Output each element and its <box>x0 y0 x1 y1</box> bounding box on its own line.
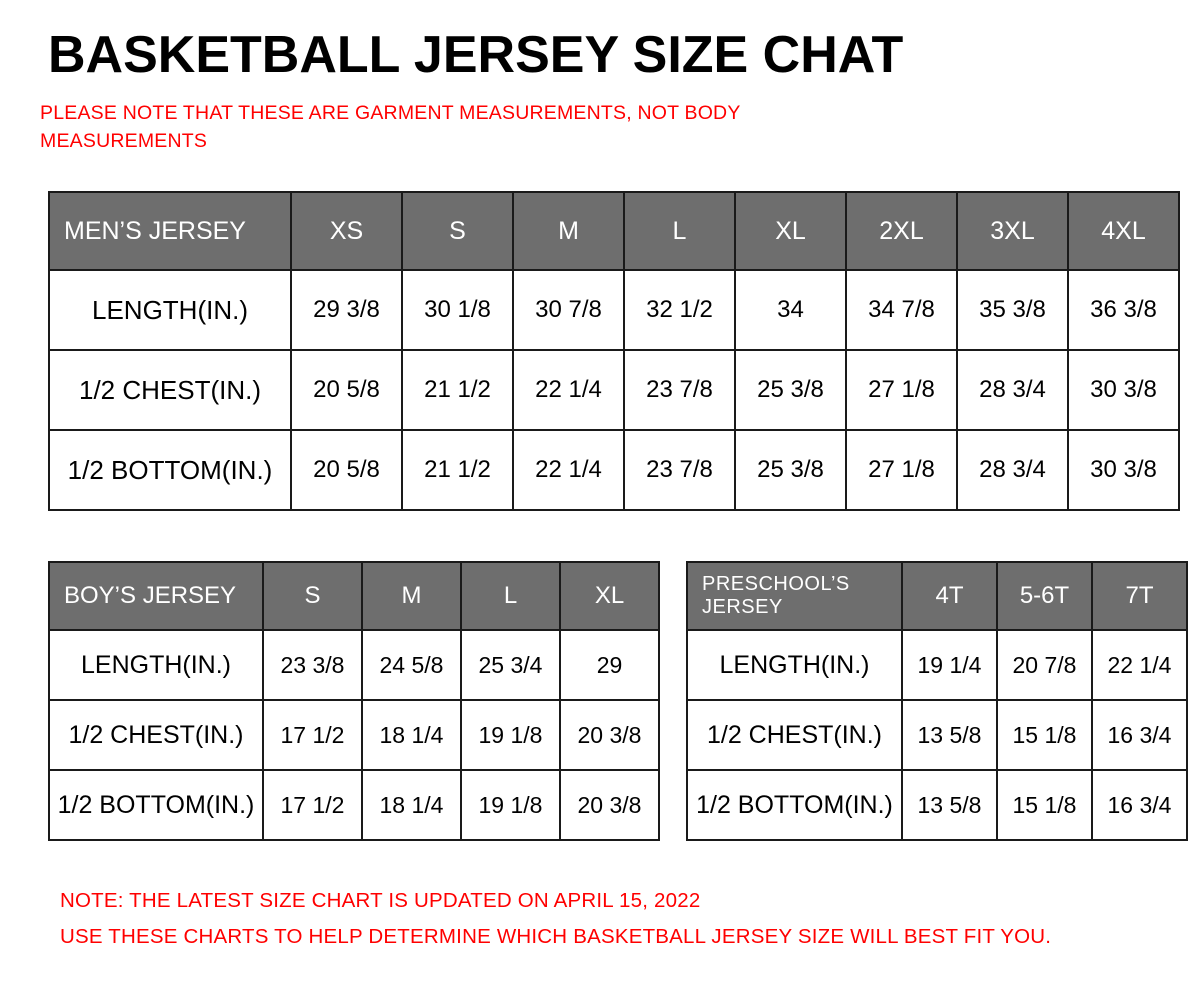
table-cell: 23 3/8 <box>263 630 362 700</box>
table-cell: 20 5/8 <box>291 350 402 430</box>
row-label: 1/2 BOTTOM(IN.) <box>49 430 291 510</box>
table-cell: 36 3/8 <box>1068 270 1179 350</box>
table-cell: 25 3/4 <box>461 630 560 700</box>
table-cell: 27 1/8 <box>846 430 957 510</box>
table-cell: 21 1/2 <box>402 430 513 510</box>
table-cell: 25 3/8 <box>735 430 846 510</box>
table-row <box>49 350 1179 430</box>
page-title: BASKETBALL JERSEY SIZE CHAT <box>48 26 904 84</box>
table-header-row <box>49 192 1179 270</box>
mens-jersey-table <box>48 191 1180 511</box>
column-header: 7T <box>1092 562 1187 630</box>
table-row <box>49 270 1179 350</box>
table-cell: 20 3/8 <box>560 770 659 840</box>
table-cell: 22 1/4 <box>513 350 624 430</box>
table-cell: 19 1/4 <box>902 630 997 700</box>
table-cell: 20 5/8 <box>291 430 402 510</box>
table-cell: 34 <box>735 270 846 350</box>
table-cell: 22 1/4 <box>513 430 624 510</box>
footer-note-update: NOTE: THE LATEST SIZE CHART IS UPDATED ON APRIL 15, 2022 <box>60 889 701 913</box>
table-cell: 18 1/4 <box>362 770 461 840</box>
lower-tables-row <box>48 561 1176 841</box>
column-header: S <box>263 562 362 630</box>
table-cell: 30 3/8 <box>1068 350 1179 430</box>
table-cell: 23 7/8 <box>624 350 735 430</box>
table-cell: 24 5/8 <box>362 630 461 700</box>
column-header: BOY’S JERSEY <box>49 562 263 630</box>
table-cell: 32 1/2 <box>624 270 735 350</box>
top-note: PLEASE NOTE THAT THESE ARE GARMENT MEASUREMENTS, NOT BODY MEASUREMENTS <box>40 101 741 152</box>
table-cell: 23 7/8 <box>624 430 735 510</box>
table-header-row <box>49 562 659 630</box>
preschool-jersey-table <box>686 561 1188 841</box>
table-cell: 25 3/8 <box>735 350 846 430</box>
table-cell: 30 1/8 <box>402 270 513 350</box>
table-cell: 16 3/4 <box>1092 770 1187 840</box>
column-header: 4XL <box>1068 192 1179 270</box>
table-cell: 34 7/8 <box>846 270 957 350</box>
table-cell: 16 3/4 <box>1092 700 1187 770</box>
column-header: MEN’S JERSEY <box>49 192 291 270</box>
mens-jersey-table-wrapper <box>48 191 1176 511</box>
table-cell: 17 1/2 <box>263 770 362 840</box>
footer-note-guidance: USE THESE CHARTS TO HELP DETERMINE WHICH BASKETBALL JERSEY SIZE WILL BEST FIT YOU. <box>60 925 1052 948</box>
column-header: 5-6T <box>997 562 1092 630</box>
table-row <box>687 770 1187 840</box>
column-header: S <box>402 192 513 270</box>
row-label: 1/2 BOTTOM(IN.) <box>49 770 263 840</box>
column-header: L <box>624 192 735 270</box>
table-cell: 28 3/4 <box>957 430 1068 510</box>
column-header: M <box>362 562 461 630</box>
row-label: 1/2 CHEST(IN.) <box>49 700 263 770</box>
table-row <box>687 700 1187 770</box>
table-row <box>49 770 659 840</box>
table-cell: 18 1/4 <box>362 700 461 770</box>
table-cell: 30 7/8 <box>513 270 624 350</box>
table-cell: 19 1/8 <box>461 700 560 770</box>
table-cell: 15 1/8 <box>997 770 1092 840</box>
row-label: 1/2 BOTTOM(IN.) <box>687 770 902 840</box>
row-label: 1/2 CHEST(IN.) <box>687 700 902 770</box>
table-row <box>687 630 1187 700</box>
table-cell: 21 1/2 <box>402 350 513 430</box>
table-cell: 27 1/8 <box>846 350 957 430</box>
table-cell: 17 1/2 <box>263 700 362 770</box>
table-header-row <box>687 562 1187 630</box>
column-header: 4T <box>902 562 997 630</box>
column-header: XS <box>291 192 402 270</box>
table-cell: 13 5/8 <box>902 700 997 770</box>
table-cell: 20 3/8 <box>560 700 659 770</box>
row-label: 1/2 CHEST(IN.) <box>49 350 291 430</box>
table-cell: 29 <box>560 630 659 700</box>
boys-jersey-table <box>48 561 660 841</box>
column-header: M <box>513 192 624 270</box>
column-header: PRESCHOOL’S JERSEY <box>687 562 902 630</box>
table-cell: 35 3/8 <box>957 270 1068 350</box>
row-label: LENGTH(IN.) <box>49 630 263 700</box>
table-cell: 19 1/8 <box>461 770 560 840</box>
table-cell: 15 1/8 <box>997 700 1092 770</box>
column-header: 3XL <box>957 192 1068 270</box>
table-cell: 22 1/4 <box>1092 630 1187 700</box>
column-header: 2XL <box>846 192 957 270</box>
column-header: XL <box>560 562 659 630</box>
table-cell: 20 7/8 <box>997 630 1092 700</box>
table-cell: 13 5/8 <box>902 770 997 840</box>
column-header: L <box>461 562 560 630</box>
footer-notes <box>60 883 1176 955</box>
table-cell: 28 3/4 <box>957 350 1068 430</box>
table-row <box>49 430 1179 510</box>
row-label: LENGTH(IN.) <box>49 270 291 350</box>
table-row <box>49 700 659 770</box>
row-label: LENGTH(IN.) <box>687 630 902 700</box>
table-row <box>49 630 659 700</box>
table-cell: 29 3/8 <box>291 270 402 350</box>
column-header: XL <box>735 192 846 270</box>
table-cell: 30 3/8 <box>1068 430 1179 510</box>
